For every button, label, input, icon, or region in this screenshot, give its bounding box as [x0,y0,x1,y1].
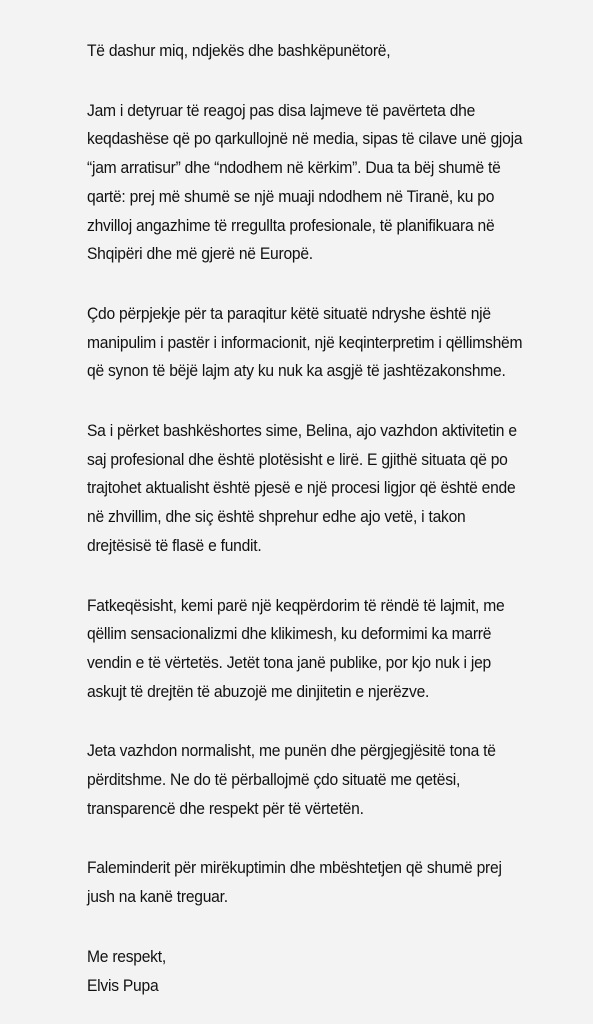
letter-paragraph: Jam i detyruar të reagoj pas disa lajmeve të pavërteta dhe keqdashëse që po qarkullojnë në media, sipas të cilave unë gjoja “jam arratisur” dhe “ndodhem në kërkim”. Dua ta bëj shumë të qartë: prej më shumë se një muaji ndodhem në Tiranë, ku po zhvilloj angazhime të rregullta profesionale, të planifikuara në Shqipëri dhe më gjerë në Europë. [87,101,523,264]
letter-paragraph: Jeta vazhdon normalisht, me punën dhe përgjegjësitë tona të përditshme. Ne do të përballojmë çdo situatë me qetësi, transparencë dhe respekt për të vërtetën. [87,742,496,818]
letter-paragraph: Çdo përpjekje për ta paraqitur këtë situatë ndryshe është një manipulim i pastër i informacionit, një keqinterpretim i qëllimshëm që synon të bëjë lajm aty ku nuk ka asgjë të jashtëzakonshme. [87,304,523,381]
letter-paragraph: Faleminderit për mirëkuptimin dhe mbështetjen që shumë prej jush na kanë treguar. [87,859,502,907]
letter-paragraph: Sa i përket bashkëshortes sime, Belina, ajo vazhdon aktivitetin e saj profesional dhe është plotësisht e lirë. E gjithë situata që po trajtohet aktualisht është pjesë e një procesi ligjor që është ende në zhvillim, dhe siç është shprehur edhe ajo vetë, i takon drejtësisë të flasë e fundit. [87,422,517,555]
letter-paragraph: Fatkeqësisht, kemi parë një keqpërdorim të rëndë të lajmit, me qëllim sensacionalizmi dhe klikimesh, ku deformimi ka marrë vendin e të vërtetës. Jetët tona janë publike, por kjo nuk i jep askujt të drejtën të abuzojë me dinjitetin e njerëzve. [87,596,505,701]
letter-closing: Me respekt, [87,947,166,966]
letter-body [87,37,527,1000]
letter-signature: Elvis Pupa [87,976,159,995]
letter-signoff [87,943,531,1000]
letter-greeting: Të dashur miq, ndjekës dhe bashkëpunëtorë, [87,42,391,60]
